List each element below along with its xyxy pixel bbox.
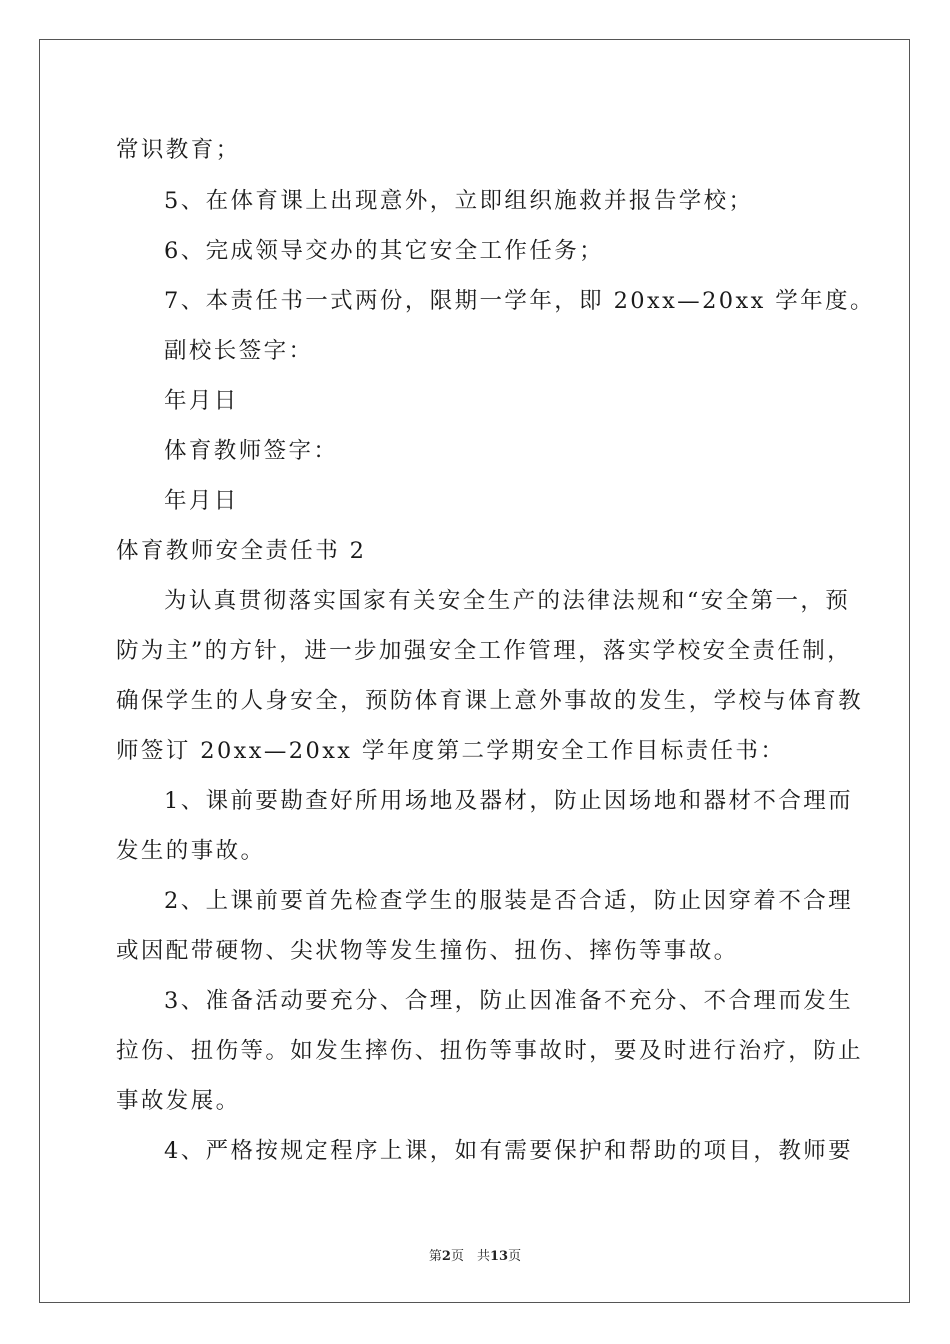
page-total: 13 bbox=[489, 1249, 509, 1264]
page-suffix: 页 bbox=[508, 1249, 522, 1264]
text-line: 事故发展。 bbox=[116, 1088, 241, 1114]
date-label: 年月日 bbox=[164, 488, 239, 514]
text-line: 或因配带硬物、尖状物等发生撞伤、扭伤、摔伤等事故。 bbox=[116, 938, 739, 964]
text-line: 发生的事故。 bbox=[116, 838, 266, 864]
text-line: 为认真贯彻落实国家有关安全生产的法律法规和“安全第一，预 bbox=[164, 588, 851, 614]
text-line: 师签订 20xx—20xx 学年度第二学期安全工作目标责任书： bbox=[116, 738, 786, 764]
text-line: 4、严格按规定程序上课，如有需要保护和帮助的项目，教师要 bbox=[164, 1138, 854, 1164]
date-label: 年月日 bbox=[164, 388, 239, 414]
text-line: 常识教育； bbox=[116, 137, 241, 163]
text-line: 3、准备活动要充分、合理，防止因准备不充分、不合理而发生 bbox=[164, 988, 854, 1014]
section-heading: 体育教师安全责任书 2 bbox=[116, 538, 367, 564]
text-line: 防为主”的方针，进一步加强安全工作管理，落实学校安全责任制， bbox=[116, 638, 853, 664]
text-line: 5、在体育课上出现意外，立即组织施救并报告学校； bbox=[164, 188, 754, 214]
page-prefix: 第 bbox=[428, 1249, 442, 1264]
text-line: 2、上课前要首先检查学生的服装是否合适，防止因穿着不合理 bbox=[164, 888, 854, 914]
text-line: 确保学生的人身安全，预防体育课上意外事故的发生，学校与体育教 bbox=[116, 688, 864, 714]
text-line: 6、完成领导交办的其它安全工作任务； bbox=[164, 238, 605, 264]
signature-label: 体育教师签字： bbox=[164, 438, 339, 464]
text-line: 1、课前要勘查好所用场地及器材，防止因场地和器材不合理而 bbox=[164, 788, 854, 814]
page-footer bbox=[0, 1249, 950, 1265]
page-current: 2 bbox=[441, 1249, 451, 1264]
signature-label: 副校长签字： bbox=[164, 338, 314, 364]
text-line: 7、本责任书一式两份，限期一学年，即 20xx—20xx 学年度。 bbox=[164, 288, 875, 314]
text-line: 拉伤、扭伤等。如发生摔伤、扭伤等事故时，要及时进行治疗，防止 bbox=[116, 1038, 864, 1064]
page-mid: 页 共 bbox=[450, 1249, 490, 1264]
